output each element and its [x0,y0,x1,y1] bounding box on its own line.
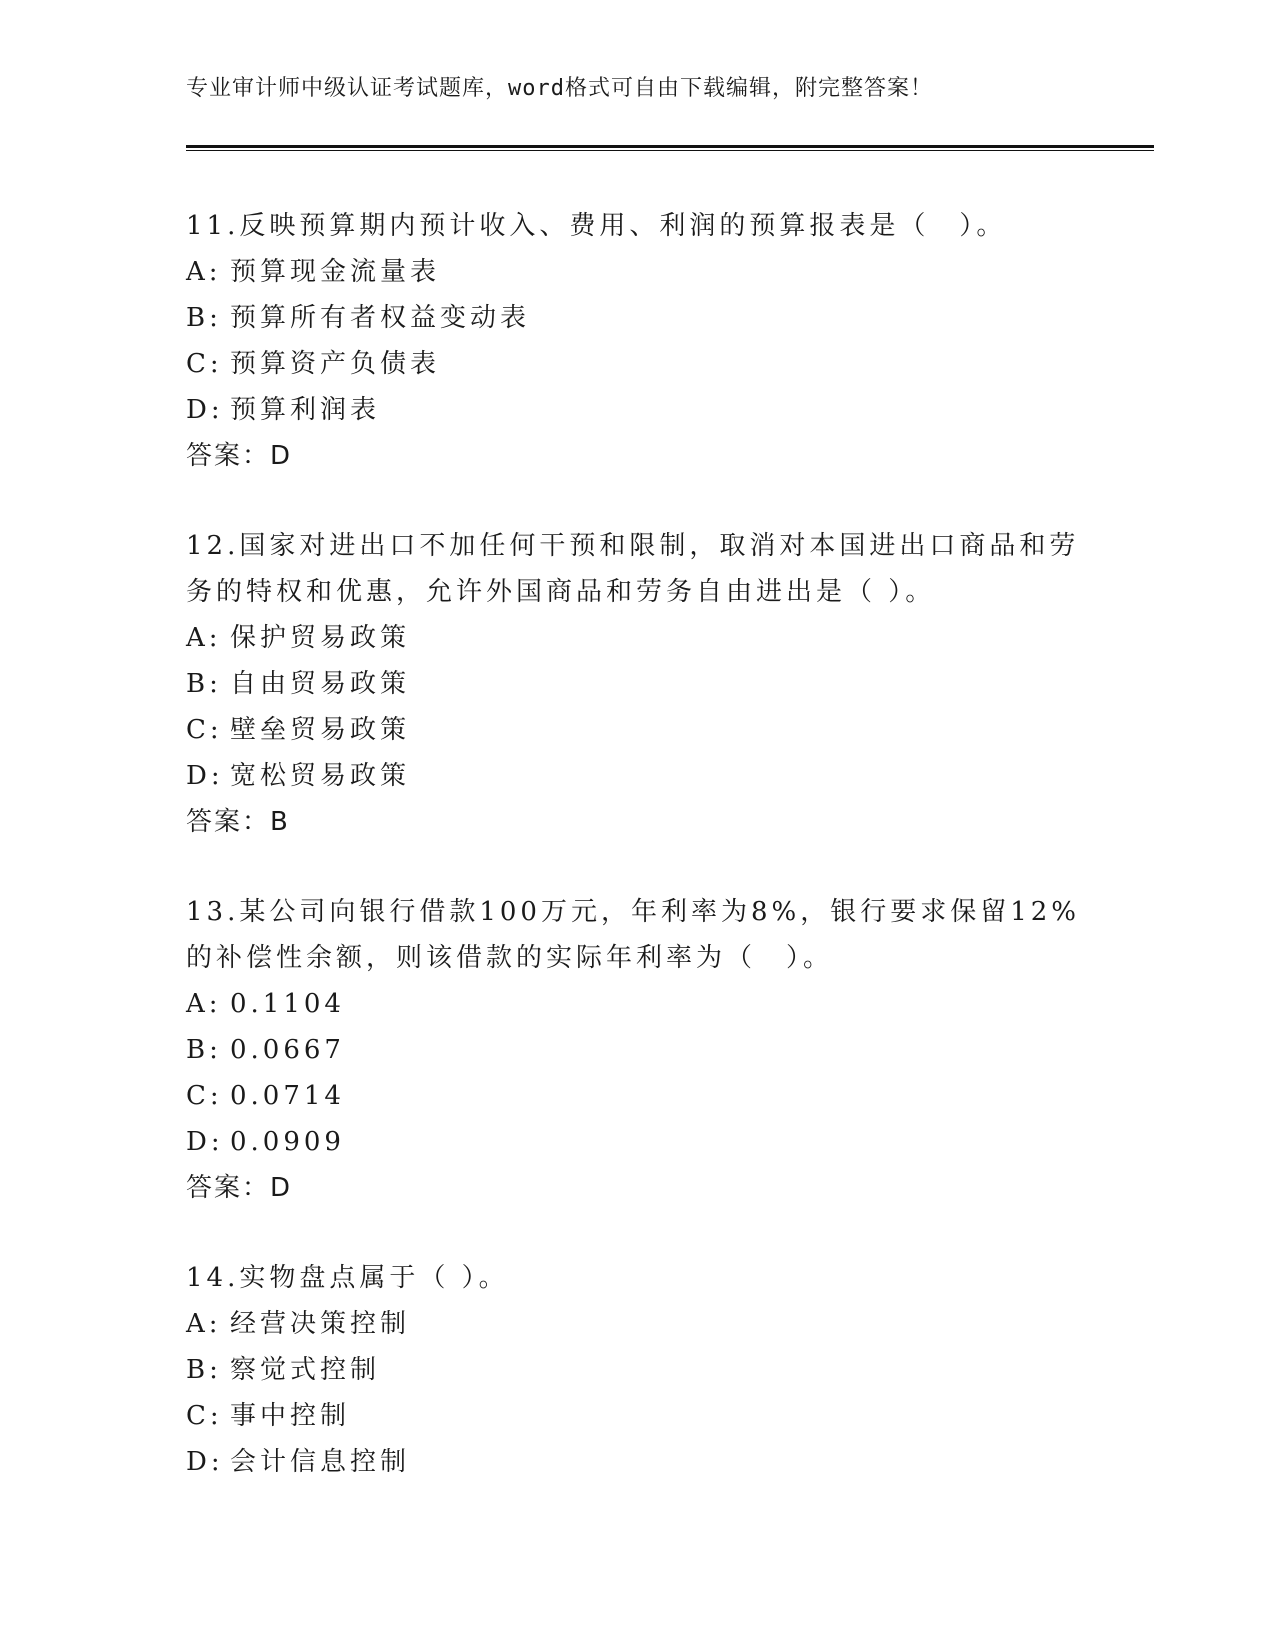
answer-line: 答案：B [186,807,290,837]
option-d [186,1439,1086,1485]
option-text: 经营决策控制 [230,1309,411,1339]
option-letter: B: [186,1355,222,1385]
question-stem: 13.某公司向银行借款100万元，年利率为8%，银行要求保留12%的补偿性余额，则该借款的实际年利率为（ ）。 [186,897,1081,973]
option-b [186,661,1086,707]
option-d [186,1119,1086,1165]
option-b [186,295,1086,341]
option-letter: C: [186,349,223,379]
question-11 [186,203,1086,479]
option-text: 预算所有者权益变动表 [230,303,531,333]
option-letter: B: [186,303,222,333]
option-text: 保护贸易政策 [230,623,411,653]
option-text: 0.0909 [230,1127,345,1157]
option-c [186,1073,1086,1119]
option-a [186,615,1086,661]
answer-line: 答案：D [186,441,293,471]
question-stem: 11.反映预算期内预计收入、费用、利润的预算报表是（ ）。 [186,211,1007,241]
option-d [186,753,1086,799]
option-text: 壁垒贸易政策 [230,715,411,745]
option-a [186,249,1086,295]
option-letter: C: [186,1081,223,1111]
page-header: 专业审计师中级认证考试题库，word格式可自由下载编辑，附完整答案！ [186,76,933,101]
option-text: 预算资产负债表 [230,349,441,379]
option-a [186,1301,1086,1347]
header-divider-thick [186,145,1154,148]
option-letter: C: [186,1401,223,1431]
question-list [186,203,1086,1529]
header-divider-thin [186,150,1154,151]
question-13 [186,889,1086,1211]
option-text: 预算利润表 [230,395,381,425]
option-c [186,1393,1086,1439]
question-stem: 14.实物盘点属于（ ）。 [186,1263,509,1293]
option-b [186,1347,1086,1393]
option-text: 会计信息控制 [230,1447,411,1477]
option-text: 预算现金流量表 [230,257,441,287]
option-letter: C: [186,715,223,745]
option-letter: B: [186,1035,222,1065]
option-text: 0.0667 [230,1035,345,1065]
option-text: 宽松贸易政策 [230,761,411,791]
option-text: 0.1104 [230,989,345,1019]
option-letter: B: [186,669,222,699]
option-text: 事中控制 [230,1401,351,1431]
option-a [186,981,1086,1027]
question-12 [186,523,1086,845]
option-c [186,707,1086,753]
question-14 [186,1255,1086,1485]
option-d [186,387,1086,433]
option-letter: D: [186,761,224,791]
answer-line: 答案：D [186,1173,293,1203]
option-b [186,1027,1086,1073]
option-letter: D: [186,1447,224,1477]
option-letter: A: [186,623,222,653]
option-text: 察觉式控制 [230,1355,381,1385]
option-letter: D: [186,1127,224,1157]
option-letter: D: [186,395,224,425]
option-letter: A: [186,257,222,287]
option-letter: A: [186,989,222,1019]
option-text: 0.0714 [230,1081,345,1111]
header-divider [186,145,1154,151]
option-letter: A: [186,1309,222,1339]
option-c [186,341,1086,387]
option-text: 自由贸易政策 [230,669,411,699]
question-stem: 12.国家对进出口不加任何干预和限制，取消对本国进出口商品和劳务的特权和优惠，允许外国商品和劳务自由进出是（ ）。 [186,531,1080,607]
